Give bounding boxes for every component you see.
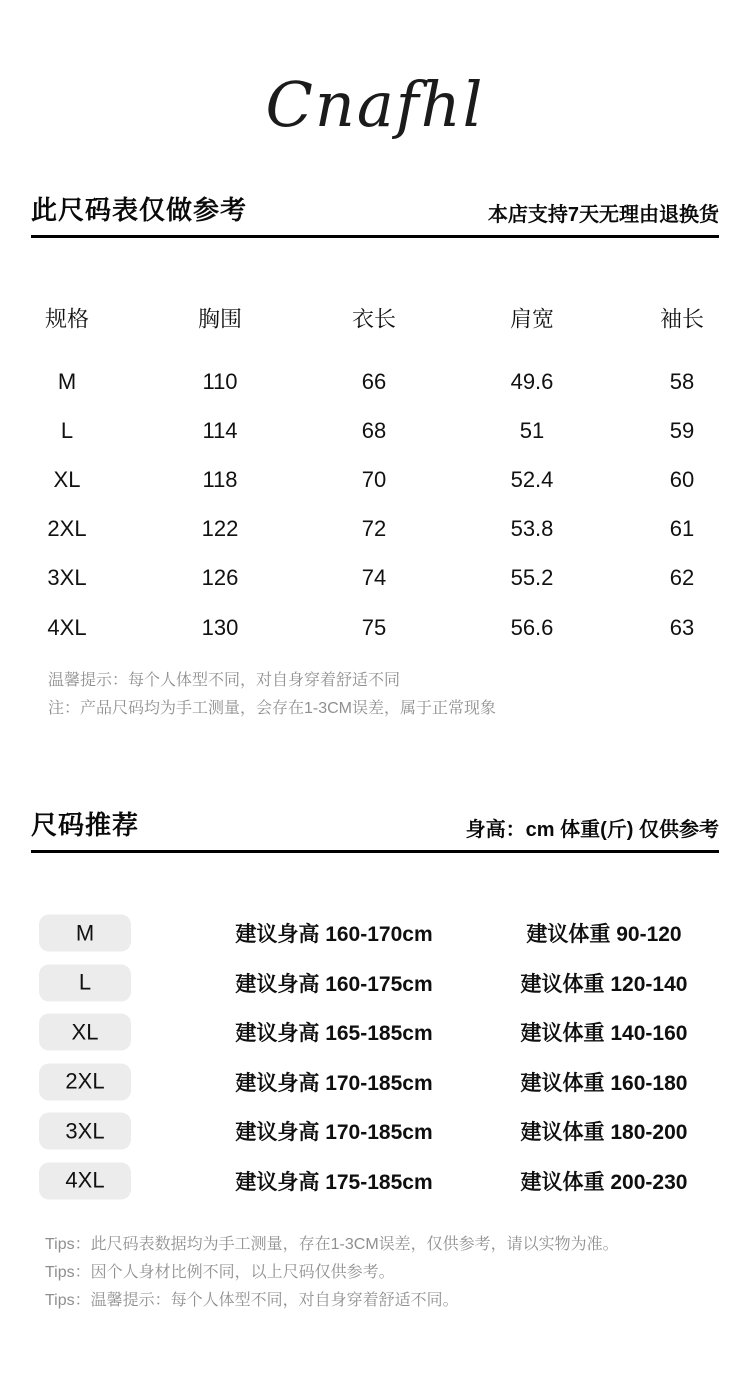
size-badge: XL xyxy=(39,1014,131,1051)
section1-title: 此尺码表仅做参考 xyxy=(31,195,248,225)
height-suggestion: 建议身高 160-170cm xyxy=(235,923,433,946)
chest-value: 118 xyxy=(202,466,238,492)
return-policy-note: 本店支持7天无理由退换货 xyxy=(487,204,719,226)
header-cell-chest: 胸围 xyxy=(197,306,243,332)
weight-suggestion: 建议体重 200-230 xyxy=(520,1170,688,1194)
size-table-row-2xl xyxy=(0,504,750,553)
length-value: 68 xyxy=(361,417,387,443)
header-cell-length: 衣长 xyxy=(351,306,397,332)
height-suggestion: 建议身高 170-185cm xyxy=(235,1121,433,1144)
weight-suggestion: 建议体重 90-120 xyxy=(526,923,682,946)
size-label: M xyxy=(57,368,77,394)
size-table-header-row xyxy=(0,294,750,342)
height-suggestion: 建议身高 160-175cm xyxy=(235,972,433,996)
sleeve-value: 58 xyxy=(669,368,695,394)
length-value: 72 xyxy=(361,515,387,541)
chest-value: 110 xyxy=(202,368,238,394)
tip-line: Tips：温馨提示：每个人体型不同，对自身穿着舒适不同。 xyxy=(45,1292,459,1309)
tip-line: Tips：因个人身材比例不同，以上尺码仅供参考。 xyxy=(45,1264,395,1281)
section1-header xyxy=(31,194,719,238)
size-label: 2XL xyxy=(47,515,87,541)
size-badge: L xyxy=(39,964,131,1001)
recommend-row-2xl xyxy=(0,1057,750,1107)
height-suggestion: 建议身高 170-185cm xyxy=(235,1071,433,1095)
weight-suggestion: 建议体重 180-200 xyxy=(520,1121,688,1144)
size-label: 3XL xyxy=(47,564,87,590)
shoulder-value: 55.2 xyxy=(510,564,554,590)
note-line: 温馨提示：每个人体型不同，对自身穿着舒适不同 xyxy=(48,672,401,689)
shoulder-value: 51 xyxy=(519,417,545,443)
size-badge: 3XL xyxy=(39,1113,131,1150)
size-label: XL xyxy=(53,466,81,492)
size-label: 4XL xyxy=(47,614,87,640)
shoulder-value: 49.6 xyxy=(510,368,554,394)
sleeve-value: 62 xyxy=(669,564,695,590)
size-table-row-m xyxy=(0,357,750,406)
recommend-row-m xyxy=(0,908,750,958)
recommend-row-3xl xyxy=(0,1106,750,1156)
header-cell-sleeve: 袖长 xyxy=(659,306,705,332)
size-badge: 4XL xyxy=(39,1162,131,1199)
units-note: 身高：cm 体重(斤) 仅供参考 xyxy=(465,819,719,841)
shoulder-value: 53.8 xyxy=(510,515,554,541)
recommend-row-xl xyxy=(0,1007,750,1057)
note-line: 注：产品尺码均为手工测量，会存在1-3CM误差，属于正常现象 xyxy=(48,700,497,717)
chest-value: 122 xyxy=(201,515,239,541)
recommend-row-l xyxy=(0,958,750,1008)
chest-value: 126 xyxy=(201,564,239,590)
weight-suggestion: 建议体重 140-160 xyxy=(520,1022,688,1045)
shoulder-value: 56.6 xyxy=(510,614,554,640)
size-table-row-4xl xyxy=(0,603,750,652)
brand-logo: Cnafhl xyxy=(265,67,485,141)
measure-notes xyxy=(48,667,496,723)
tip-line: Tips：此尺码表数据均为手工测量，存在1-3CM误差，仅供参考，请以实物为准。 xyxy=(45,1236,619,1253)
size-table-row-xl xyxy=(0,455,750,504)
section2-title: 尺码推荐 xyxy=(31,810,140,840)
recommend-row-4xl xyxy=(0,1156,750,1206)
weight-suggestion: 建议体重 120-140 xyxy=(520,972,688,996)
length-value: 66 xyxy=(361,368,387,394)
size-badge: 2XL xyxy=(39,1063,131,1100)
header-cell-spec: 规格 xyxy=(44,306,90,332)
weight-suggestion: 建议体重 160-180 xyxy=(520,1071,688,1095)
length-value: 70 xyxy=(361,466,387,492)
size-table-row-l xyxy=(0,406,750,455)
size-table-row-3xl xyxy=(0,553,750,602)
shoulder-value: 52.4 xyxy=(510,466,554,492)
length-value: 74 xyxy=(361,564,387,590)
chest-value: 130 xyxy=(201,614,239,640)
sleeve-value: 59 xyxy=(669,417,695,443)
sleeve-value: 61 xyxy=(669,515,695,541)
header-cell-shoulder: 肩宽 xyxy=(509,306,555,332)
sleeve-value: 63 xyxy=(669,614,695,640)
sleeve-value: 60 xyxy=(669,466,695,492)
size-label: L xyxy=(60,417,74,443)
height-suggestion: 建议身高 165-185cm xyxy=(235,1022,433,1045)
height-suggestion: 建议身高 175-185cm xyxy=(235,1170,433,1194)
size-badge: M xyxy=(39,915,131,952)
chest-value: 114 xyxy=(202,417,238,443)
bottom-tips xyxy=(45,1231,619,1315)
section2-header xyxy=(31,809,719,853)
length-value: 75 xyxy=(361,614,387,640)
